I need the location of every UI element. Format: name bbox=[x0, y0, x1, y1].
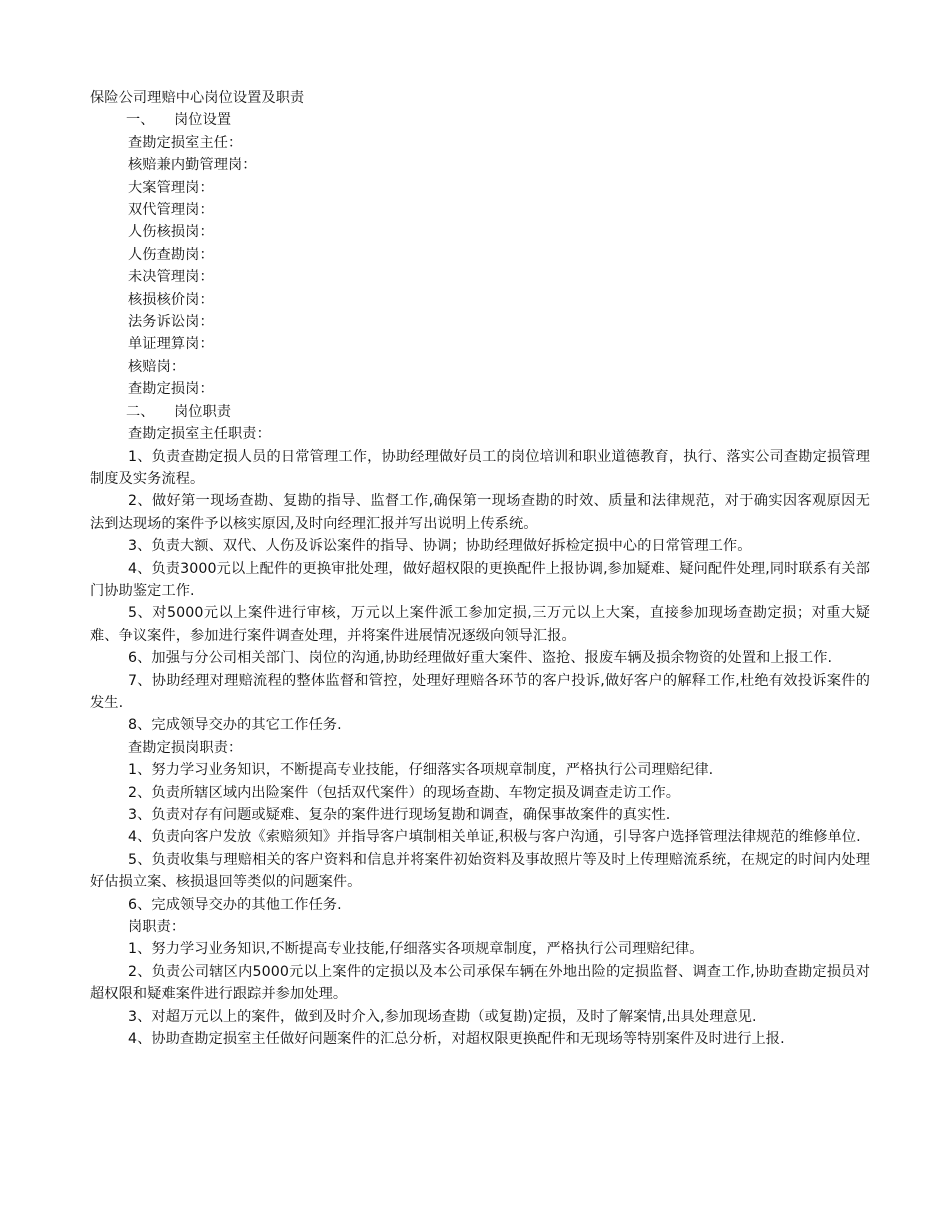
duty-item: 2、负责所辖区域内出险案件（包括双代案件）的现场查勘、车物定损及调查走访工作。 bbox=[128, 784, 681, 801]
position-item: 未决管理岗： bbox=[128, 269, 214, 286]
group-heading: 查勘定损室主任职责： bbox=[128, 426, 271, 443]
duty-item: 7、协助经理对理赔流程的整体监督和管控，处理好理赔各环节的客户投诉,做好客户的解释工作,杜绝有效投诉案件的发生. bbox=[90, 672, 870, 711]
position-item: 核赔岗： bbox=[128, 358, 186, 375]
duty-item: 4、协助查勘定损室主任做好问题案件的汇总分析，对超权限更换配件和无现场等特别案件及时进行上报. bbox=[128, 1031, 785, 1048]
duty-item: 8、完成领导交办的其它工作任务. bbox=[128, 717, 342, 734]
duty-item: 5、负责收集与理赔相关的客户资料和信息并将案件初始资料及事故照片等及时上传理赔流系统，在规定的时间内处理好估损立案、核损退回等类似的问题案件。 bbox=[90, 851, 870, 891]
position-item: 人伤核损岗： bbox=[128, 224, 214, 241]
position-item: 核赔兼内勤管理岗： bbox=[128, 157, 257, 174]
duty-item: 3、负责大额、双代、人伤及诉讼案件的指导、协调；协助经理做好拆检定损中心的日常管理工作。 bbox=[128, 538, 752, 555]
duty-item: 3、对超万元以上的案件，做到及时介入,参加现场查勘（或复勘)定损，及时了解案情,出具处理意见. bbox=[128, 1008, 757, 1025]
duty-item: 4、负责3000元以上配件的更换审批处理，做好超权限的更换配件上报协调,参加疑难、疑问配件处理,同时联系有关部门协助鉴定工作. bbox=[90, 560, 870, 599]
section-number: 一、 bbox=[126, 112, 155, 129]
document-body bbox=[90, 87, 870, 1050]
group-heading: 岗职责： bbox=[128, 919, 186, 936]
duty-item: 4、负责向客户发放《索赔须知》并指导客户填制相关单证,积极与客户沟通，引导客户选择管理法律规范的维修单位. bbox=[128, 829, 861, 846]
position-item: 法务诉讼岗： bbox=[128, 314, 214, 331]
section-heading-1 bbox=[90, 109, 870, 131]
duty-item: 1、努力学习业务知识,不断提高专业技能,仔细落实各项规章制度，严格执行公司理赔纪律。 bbox=[128, 941, 704, 958]
section-heading-2 bbox=[90, 401, 870, 423]
duty-item: 6、完成领导交办的其他工作任务. bbox=[128, 896, 342, 913]
position-item: 大案管理岗： bbox=[128, 179, 214, 196]
position-item: 双代管理岗： bbox=[128, 202, 214, 219]
position-item: 单证理算岗： bbox=[128, 336, 214, 353]
position-item: 人伤查勘岗： bbox=[128, 246, 214, 263]
position-item: 查勘定损岗： bbox=[128, 381, 214, 398]
duty-item: 1、负责查勘定损人员的日常管理工作，协助经理做好员工的岗位培训和职业道德教育，执行、落实公司查勘定损管理制度及实务流程。 bbox=[90, 448, 870, 487]
section-number: 二、 bbox=[126, 403, 155, 420]
position-item: 查勘定损室主任： bbox=[128, 134, 243, 151]
section-title: 岗位职责 bbox=[174, 403, 232, 420]
document-title: 保险公司理赔中心岗位设置及职责 bbox=[90, 90, 305, 106]
duty-item: 6、加强与分公司相关部门、岗位的沟通,协助经理做好重大案件、盗抢、报废车辆及损余物资的处置和上报工作. bbox=[128, 650, 833, 667]
duty-item: 5、对5000元以上案件进行审核，万元以上案件派工参加定损,三万元以上大案，直接参加现场查勘定损；对重大疑难、争议案件，参加进行案件调查处理，并将案件进展情况逐级向领导汇报。 bbox=[90, 605, 870, 644]
duty-item: 2、负责公司辖区内5000元以上案件的定损以及本公司承保车辆在外地出险的定损监督、调查工作,协助查勘定损员对超权限和疑难案件进行跟踪并参加处理。 bbox=[90, 963, 870, 1003]
duty-item: 3、负责对存有问题或疑难、复杂的案件进行现场复勘和调查，确保事故案件的真实性. bbox=[128, 807, 671, 823]
duty-item: 2、做好第一现场查勘、复勘的指导、监督工作,确保第一现场查勘的时效、质量和法律规范，对于确实因客观原因无法到达现场的案件予以核实原因,及时向经理汇报并写出说明上传系统。 bbox=[90, 493, 870, 532]
position-item: 核损核价岗： bbox=[128, 291, 214, 308]
duty-item: 1、努力学习业务知识，不断提高专业技能，仔细落实各项规章制度，严格执行公司理赔纪律. bbox=[128, 762, 714, 779]
group-heading: 查勘定损岗职责： bbox=[128, 739, 243, 756]
section-title: 岗位设置 bbox=[174, 112, 232, 129]
